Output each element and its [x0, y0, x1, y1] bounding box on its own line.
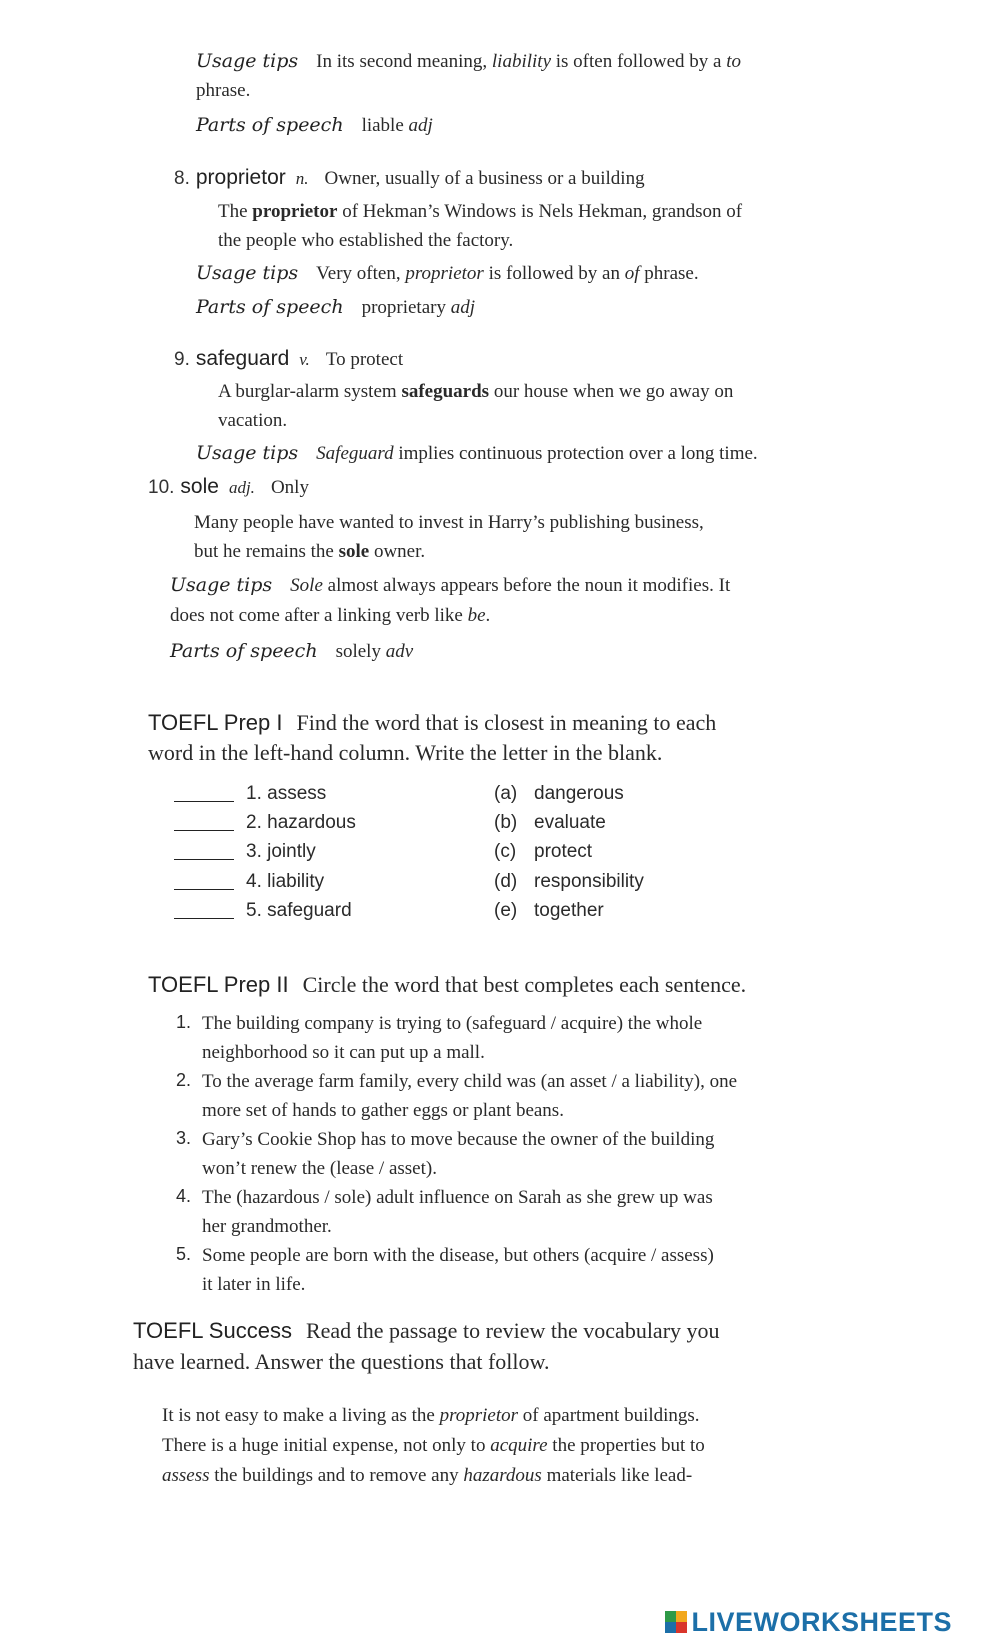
entry8-usage-tips: Usage tips Very often, proprietor is followed by an of phrase. — [196, 262, 699, 284]
question-number: 4. — [176, 1186, 192, 1206]
entry8-parts-of-speech: Parts of speech proprietary adj — [196, 296, 475, 318]
question-item[interactable]: The building company is trying to (safeguard / acquire) the whole neighborhood so it can put up a mall. — [202, 1013, 703, 1063]
prep1-instructions-line2: word in the left-hand column. Write the letter in the blank. — [148, 740, 663, 765]
answer-blank[interactable] — [174, 812, 234, 831]
success-title: TOEFL Success Read the passage to review the vocabulary you — [133, 1318, 720, 1343]
answer-blank[interactable] — [174, 871, 234, 890]
entry10-parts-of-speech: Parts of speech solely adv — [170, 640, 414, 662]
matching-option-letter: (b) — [494, 812, 518, 833]
entry7-parts-of-speech: Parts of speech liable adj — [196, 114, 433, 136]
matching-option-letter: (d) — [494, 871, 518, 892]
matching-left-word: 2. hazardous — [246, 812, 356, 833]
entry9-usage-tips: Usage tips Safeguard implies continuous protection over a long time. — [196, 442, 758, 464]
matching-left-word: 4. liability — [246, 871, 325, 892]
question-number: 5. — [176, 1244, 192, 1264]
success-passage: It is not easy to make a living as the proprietor of apartment buildings. There is a huge initial expense, not only to acquire the properties but to assess the buildings and to remove any hazardous materials like lead- — [162, 1405, 705, 1486]
matching-option-word: protect — [534, 841, 593, 862]
liveworksheets-mark-icon — [665, 1611, 687, 1633]
matching-option-letter: (a) — [494, 783, 518, 804]
question-item[interactable]: Some people are born with the disease, but others (acquire / assess) it later in life. — [202, 1245, 714, 1295]
question-item[interactable]: Gary’s Cookie Shop has to move because the owner of the building won’t renew the (lease / asset). — [202, 1129, 715, 1179]
entry9-example: A burglar-alarm system safeguards our house when we go away on vacation. — [218, 381, 734, 431]
entry8-example: The proprietor of Hekman’s Windows is Nels Hekman, grandson of the people who established the factory. — [218, 201, 743, 251]
question-number: 1. — [176, 1012, 192, 1032]
entry9-heading: 9. safeguard v. To protect — [174, 347, 404, 370]
question-item[interactable]: To the average farm family, every child was (an asset / a liability), one more set of hands to gather eggs or plant beans. — [202, 1071, 738, 1121]
matching-option-word: dangerous — [534, 783, 624, 804]
success-instructions-line2: have learned. Answer the questions that follow. — [133, 1349, 550, 1374]
question-item[interactable]: The (hazardous / sole) adult influence on Sarah as she grew up was her grandmother. — [202, 1187, 713, 1237]
usage-tips-label: Usage tips — [196, 50, 299, 72]
answer-blank[interactable] — [174, 900, 234, 919]
question-number: 3. — [176, 1128, 192, 1148]
liveworksheets-logo[interactable] — [665, 1607, 952, 1637]
answer-blank[interactable] — [174, 841, 234, 860]
entry7-usage-tips-line2: phrase. — [196, 80, 251, 101]
liveworksheets-logo-text: LIVEWORKSHEETS — [691, 1606, 952, 1637]
matching-option-word: evaluate — [534, 812, 606, 833]
prep1-title: TOEFL Prep I Find the word that is closest in meaning to each — [148, 710, 717, 735]
matching-option-word: responsibility — [534, 871, 644, 892]
matching-left-word: 5. safeguard — [246, 900, 352, 921]
answer-blank[interactable] — [174, 783, 234, 802]
entry10-usage-tips-line2: does not come after a linking verb like be. — [170, 605, 491, 626]
question-number: 2. — [176, 1070, 192, 1090]
matching-option-letter: (e) — [494, 900, 518, 921]
matching-option-letter: (c) — [494, 841, 517, 862]
entry10-usage-tips: Usage tips Sole almost always appears before the noun it modifies. It — [170, 574, 731, 596]
matching-option-word: together — [534, 900, 604, 921]
matching-left-word: 1. assess — [246, 783, 327, 804]
entry10-heading: 10. sole adj. Only — [148, 475, 309, 498]
entry7-usage-tips: Usage tips In its second meaning, liability is often followed by a to — [196, 50, 741, 72]
entry10-example: Many people have wanted to invest in Harry’s publishing business, but he remains the sole owner. — [194, 512, 704, 562]
entry8-heading: 8. proprietor n. Owner, usually of a business or a building — [174, 166, 645, 189]
prep2-title: TOEFL Prep II Circle the word that best completes each sentence. — [148, 972, 747, 997]
matching-left-word: 3. jointly — [246, 841, 316, 862]
